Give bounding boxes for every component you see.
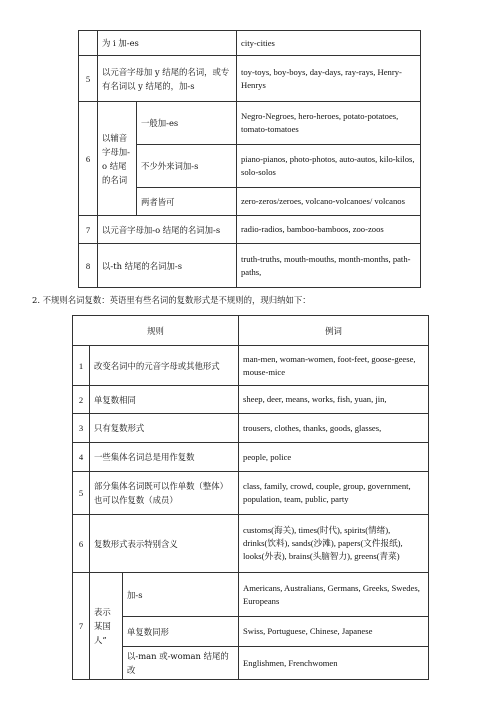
rule-cell: 以元音字母加-o 结尾的名词加-s <box>98 216 237 244</box>
rule-cell: 为 i 加-es <box>98 31 237 56</box>
table-row <box>79 102 421 145</box>
table-row <box>73 443 429 472</box>
rule-cell: 单复数相同 <box>90 386 239 414</box>
sub-rule-cell: 不少外来词加-s <box>137 145 237 188</box>
sub-rule-cell: 一般加-es <box>137 102 237 145</box>
row-number: 4 <box>73 443 90 472</box>
examples-cell: radio-radios, bamboo-bamboos, zoo-zoos <box>237 216 421 244</box>
section-intro: 2. 不规则名词复数：英语里有些名词的复数形式是不规则的，现归纳如下： <box>32 295 311 305</box>
plural-rules-table-irregular <box>72 315 429 680</box>
row-number: 5 <box>79 56 98 102</box>
column-header-examples: 例词 <box>239 316 429 346</box>
rule-cell: 以-th 结尾的名词加-s <box>98 244 237 288</box>
table-row <box>73 515 429 573</box>
rule-cell: 只有复数形式 <box>90 414 239 443</box>
row-number: 3 <box>73 414 90 443</box>
examples-cell: truth-truths, mouth-mouths, month-months, path-paths, <box>237 244 421 288</box>
row-number: 6 <box>73 515 90 573</box>
examples-cell: toy-toys, boy-boys, day-days, ray-rays, Henry-Henrys <box>237 56 421 102</box>
rule-cell: 改变名词中的元音字母或其他形式 <box>90 346 239 386</box>
table-row <box>73 386 429 414</box>
examples-cell: Swiss, Portuguese, Chinese, Japanese <box>239 617 429 647</box>
examples-cell: piano-pianos, photo-photos, auto-autos, kilo-kilos, solo-solos <box>237 145 421 188</box>
row-number: 7 <box>79 216 98 244</box>
row-number: 5 <box>73 472 90 515</box>
examples-cell: sheep, deer, means, works, fish, yuan, jin, <box>239 386 429 414</box>
examples-cell: city-cities <box>237 31 421 56</box>
row-number: 2 <box>73 386 90 414</box>
table-row <box>73 414 429 443</box>
examples-cell: Negro-Negroes, hero-heroes, potato-potatoes, tomato-tomatoes <box>237 102 421 145</box>
examples-cell: man-men, woman-women, foot-feet, goose-geese, mouse-mice <box>239 346 429 386</box>
rule-cell: 一些集体名词总是用作复数 <box>90 443 239 472</box>
table-header-row <box>73 316 429 346</box>
sub-rule-cell: 以-man 或-woman 结尾的改 <box>123 647 239 680</box>
row-number: 1 <box>73 346 90 386</box>
rule-cell: 复数形式表示特别含义 <box>90 515 239 573</box>
examples-cell: zero-zeros/zeroes, volcano-volcanoes/ volcanos <box>237 188 421 216</box>
examples-cell: class, family, crowd, couple, group, government, population, team, public, party <box>239 472 429 515</box>
row-number: 8 <box>79 244 98 288</box>
group-rule-cell: 以辅音字母加-o 结尾的名词 <box>98 102 137 216</box>
examples-cell: Englishmen, Frenchwomen <box>239 647 429 680</box>
row-number: 6 <box>79 102 98 216</box>
table-row <box>73 346 429 386</box>
table-row <box>79 31 421 56</box>
table-row <box>73 573 429 617</box>
row-number <box>79 31 98 56</box>
group-rule-cell: 表示某国人” <box>90 573 123 680</box>
examples-cell: people, police <box>239 443 429 472</box>
plural-rules-table-regular <box>78 30 421 288</box>
table-row <box>79 244 421 288</box>
rule-cell: 部分集体名词既可以作单数（整体）也可以作复数（成员） <box>90 472 239 515</box>
table-row <box>79 216 421 244</box>
table-row <box>73 617 429 647</box>
examples-cell: trousers, clothes, thanks, goods, glasses, <box>239 414 429 443</box>
sub-rule-cell: 单复数同形 <box>123 617 239 647</box>
sub-rule-cell: 加-s <box>123 573 239 617</box>
table-row <box>73 472 429 515</box>
column-header-rule: 规则 <box>73 316 239 346</box>
rule-cell: 以元音字母加 y 结尾的名词，或专有名词以 y 结尾的，加-s <box>98 56 237 102</box>
sub-rule-cell: 两者皆可 <box>137 188 237 216</box>
examples-cell: customs(海关), times(时代), spirits(情绪), drinks(饮料), sands(沙滩), papers(文件报纸), looks(外表), brains(头脑智力), greens(青菜) <box>239 515 429 573</box>
row-number: 7 <box>73 573 90 680</box>
examples-cell: Americans, Australians, Germans, Greeks, Swedes, Europeans <box>239 573 429 617</box>
table-row <box>73 647 429 680</box>
table-row <box>79 56 421 102</box>
